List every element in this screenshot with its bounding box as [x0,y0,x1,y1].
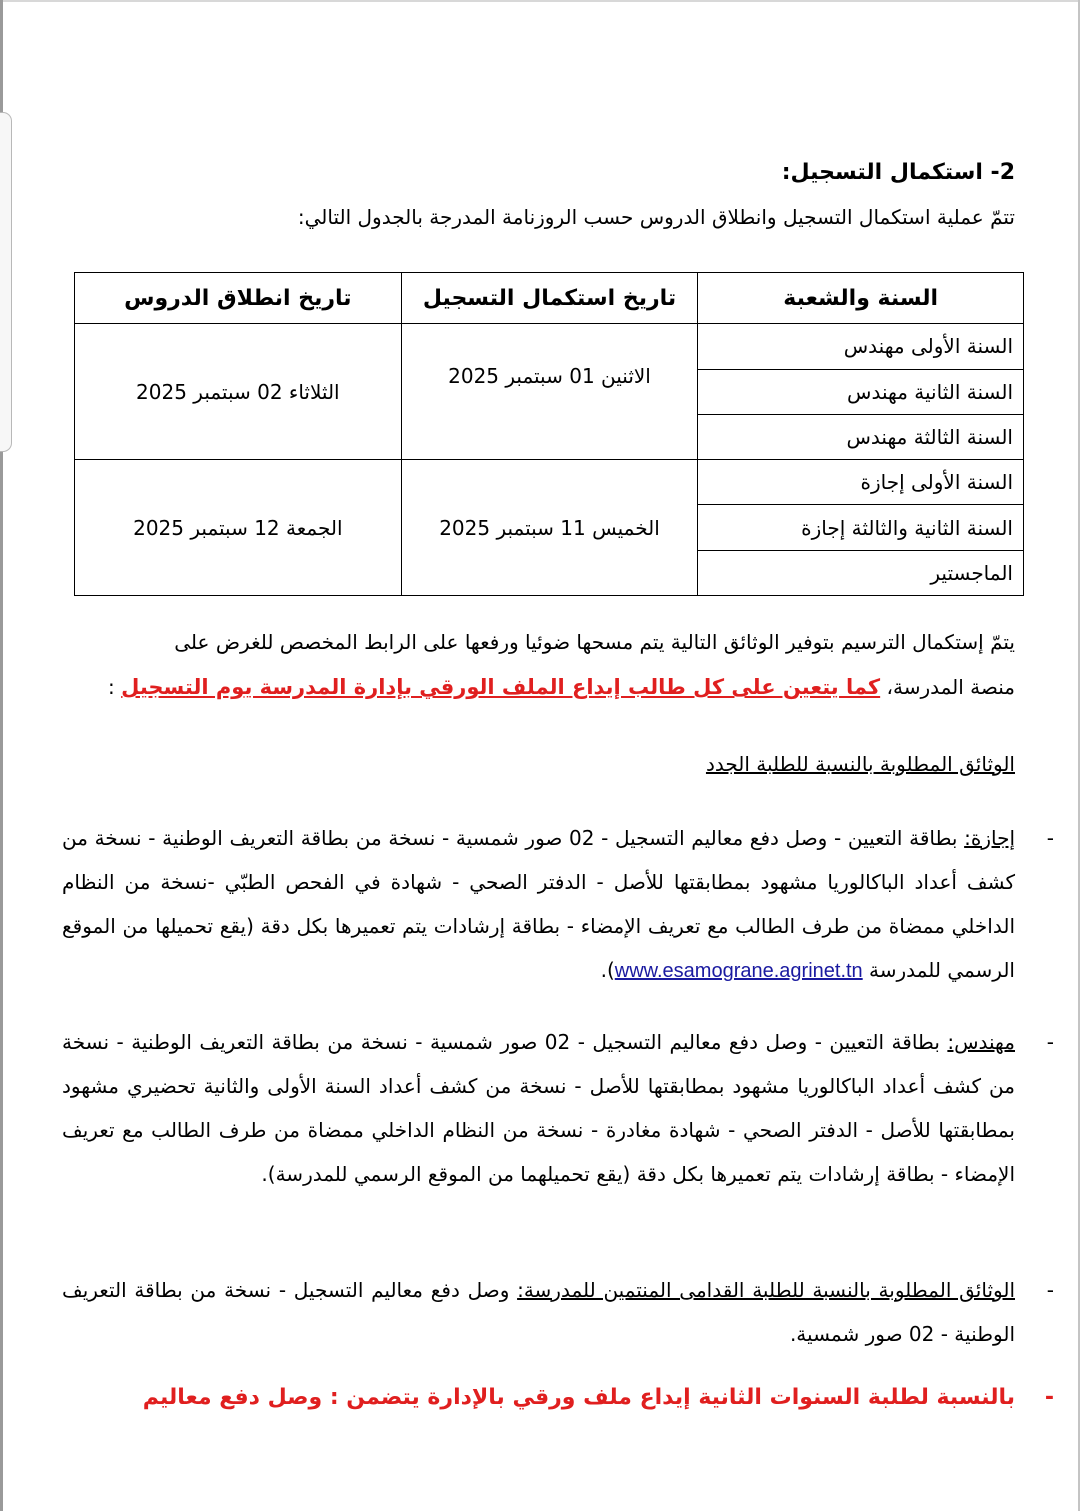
bullet-dash: - [1046,1030,1054,1054]
former-students-documents [62,1268,1015,1356]
engineer-label: مهندس: [947,1030,1015,1054]
instructions-line-1: يتمّ إستكمال الترسيم بتوفير الوثائق التالية يتم مسحها ضوئيا ورفعها على الرابط المخصص للغرض على [174,630,1015,654]
list-item-former-students [62,1268,1054,1356]
instructions-line-2 [108,675,1015,699]
second-year-note [142,1385,1054,1410]
intro-text: تتمّ عملية استكمال التسجيل وانطلاق الدروس حسب الروزنامة المدرجة بالجدول التالي: [297,205,1015,229]
new-students-title: الوثائق المطلوبة بالنسبة للطلبة الجدد [705,752,1015,776]
paper-file-notice: كما يتعين على كل طالب إيداع الملف الورقي بإدارة المدرسة يوم التسجيل [121,675,881,699]
table-row [75,460,1024,505]
section-heading: 2- استكمال التسجيل: [781,160,1015,185]
registration-date-cell [401,324,698,460]
second-year-note-text: بالنسبة لطلبة السنوات الثانية إيداع ملف ورقي بالإدارة يتضمن : وصل دفع معاليم [142,1385,1015,1410]
level-cell: الماجستير [698,550,1024,595]
table-header-row [75,273,1024,324]
scroll-handle[interactable] [0,112,12,452]
header-level: السنة والشعبة [698,273,1024,324]
page-top-edge [0,0,1080,2]
licence-label: إجازة: [964,826,1015,850]
engineer-text: بطاقة التعيين - وصل دفع معاليم التسجيل - 02 صور شمسية - نسخة من بطاقة التعريف الوطنية - نسخة من كشف أعداد الباكالوريا مشهود بمطابقتها للأصل - نسخة من كشف أعداد السنة الأولى والثانية تحضيري مشهود بمطابقتها للأصل - الدفتر الصحي - شهادة مغادرة - نسخة من النظام الداخلي ممضاة من طرف الطالب مع تعريف الإمضاء - بطاقة إرشادات يتم تعميرها بكل دقة (يقع تحميلهما من الموقع الرسمي للمدرسة). [62,1030,1015,1186]
level-cell: السنة الأولى إجازة [698,460,1024,505]
header-start-date: تاريخ انطلاق الدروس [75,273,402,324]
schedule-table [74,272,1024,596]
level-cell: السنة الثانية والثالثة إجازة [698,505,1024,550]
level-cell: السنة الثانية مهندس [698,369,1024,414]
bullet-dash: - [1044,1385,1054,1410]
level-cell: السنة الثالثة مهندس [698,414,1024,459]
instructions-start: منصة المدرسة، [886,675,1015,699]
start-date-cell: الثلاثاء 02 سبتمبر 2025 [75,324,402,460]
website-link[interactable]: www.esamograne.agrinet.tn [614,960,863,982]
registration-date-cell: الخميس 11 سبتمبر 2025 [401,460,698,596]
table-row [75,324,1024,369]
list-item-licence [62,816,1054,993]
former-students-label: الوثائق المطلوبة بالنسبة للطلبة القدامى المنتمين للمدرسة: [517,1278,1015,1302]
start-date-cell: الجمعة 12 سبتمبر 2025 [75,460,402,596]
licence-end: ). [600,958,615,982]
bullet-dash: - [1046,826,1054,850]
list-item-engineer [62,1020,1054,1196]
licence-documents [62,816,1015,993]
instructions-end: : [108,675,122,699]
registration-date: الاثنين 01 سبتمبر 2025 [448,363,651,388]
level-cell: السنة الأولى مهندس [698,324,1024,369]
header-registration-date: تاريخ استكمال التسجيل [401,273,698,324]
engineer-documents [62,1020,1015,1196]
bullet-dash: - [1046,1278,1054,1302]
licence-text: بطاقة التعيين - وصل دفع معاليم التسجيل - 02 صور شمسية - نسخة من بطاقة التعريف الوطنية - نسخة من كشف أعداد الباكالوريا مشهود بمطابقتها للأصل - الدفتر الصحي - شهادة في الفحص الطبّي -نسخة من النظام الداخلي ممضاة من طرف الطالب مع تعريف الإمضاء - بطاقة إرشادات يتم تعميرها بكل دقة (يقع تحميلها من الموقع الرسمي للمدرسة [62,826,1015,982]
former-students-text: وصل دفع معاليم التسجيل - نسخة من بطاقة التعريف الوطنية - 02 صور شمسية. [62,1278,1015,1346]
